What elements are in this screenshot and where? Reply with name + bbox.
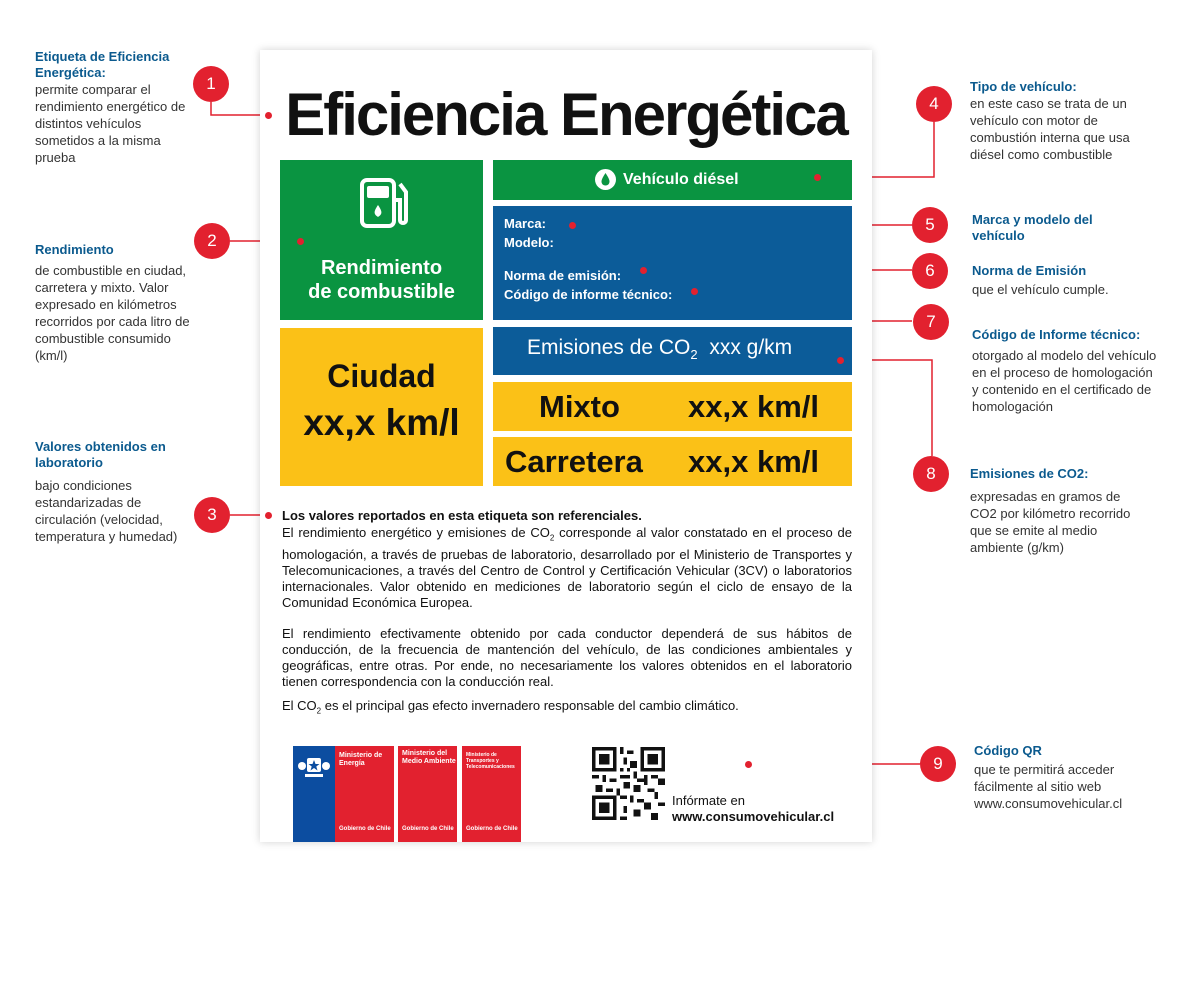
annotation-6-title: Norma de Emisión	[972, 263, 1087, 278]
badge-9: 9	[920, 746, 956, 782]
paragraph-3-start: El CO	[282, 698, 317, 713]
paragraph-2: El rendimiento efectivamente obtenido por cada conductor dependerá de sus hábitos de conducción, de la frecuencia de mantención del vehículo, de las condiciones ambientales y geográficas, entre otras. Por ende, no necesariamente los valores obtenidos en el laboratorio tienen correspondencia con la conducción real.	[282, 626, 852, 689]
ministry-energy-logo	[293, 746, 394, 842]
highway-value: xx,x km/l	[688, 444, 819, 479]
annotation-7-title: Código de Informe técnico:	[972, 327, 1141, 342]
energy-label	[260, 50, 872, 842]
connector-dot-1	[265, 112, 272, 119]
annotation-2-text: de combustible en ciudad, carretera y mixto. Valor expresado en kilómetros recorridos por cada litro de combustible consumido (km/l)	[35, 263, 190, 363]
water-drop-icon	[595, 169, 616, 190]
badge-8: 8	[913, 456, 949, 492]
connector-dot-7	[691, 288, 698, 295]
badge-7: 7	[913, 304, 949, 340]
emission-standard-label: Norma de emisión:	[504, 268, 622, 283]
badge-5: 5	[912, 207, 948, 243]
city-label: Ciudad	[327, 358, 436, 394]
mixed-consumption-box	[493, 382, 852, 431]
technical-report-label: Código de informe técnico:	[504, 287, 673, 302]
badge-4: 4	[916, 86, 952, 122]
annotation-5-title: Marca y modelo del vehículo	[972, 212, 1093, 243]
highway-label: Carretera	[505, 444, 643, 479]
co2-emissions-text	[527, 336, 792, 362]
badge-3: 3	[194, 497, 230, 533]
paragraph-1-start: El rendimiento energético y emisiones de CO	[282, 525, 550, 540]
co2-value: xxx g/km	[709, 336, 793, 359]
model-label: Modelo:	[504, 235, 554, 250]
co2-emissions-bar	[493, 327, 852, 375]
connector-dot-4	[814, 174, 821, 181]
annotation-7	[972, 327, 1162, 415]
connector-dot-3	[265, 512, 272, 519]
annotation-6-text: que el vehículo cumple.	[972, 282, 1109, 297]
annotation-4-title: Tipo de vehículo:	[970, 79, 1077, 94]
paragraph-3-sub: 2	[316, 706, 322, 716]
annotation-4-text: en este caso se trata de un vehículo con motor de combustión interna que usa diésel como combustible	[970, 96, 1130, 162]
ministry-transport-logo	[462, 746, 521, 842]
label-title: Eficiencia Energética	[285, 81, 847, 148]
mixed-value: xx,x km/l	[688, 389, 819, 424]
annotation-4	[970, 79, 1140, 163]
annotation-1-text: permite comparar el rendimiento energético de distintos vehículos sometidos a la misma prueba	[35, 82, 186, 165]
annotation-8	[970, 466, 1150, 556]
vehicle-type-text: Vehículo diésel	[623, 171, 739, 188]
connector-dot-9	[745, 761, 752, 768]
fuel-box-line1: Rendimiento	[320, 257, 443, 279]
annotation-5	[972, 212, 1132, 244]
annotation-7-text: otorgado al modelo del vehículo en el proceso de homologación y contenido en el certificado de homologación	[972, 348, 1157, 414]
annotation-6	[972, 263, 1142, 298]
ministry-environment-logo	[398, 746, 457, 842]
paragraph-1-sub: 2	[549, 533, 555, 543]
annotation-3-title: Valores obtenidos en laboratorio	[35, 439, 166, 470]
paragraph-3-end: es el principal gas efecto invernadero responsable del cambio climático.	[321, 698, 739, 713]
connector-dot-2	[297, 238, 304, 245]
annotation-3-text: bajo condiciones estandarizadas de circulación (velocidad, temperatura y humedad)	[35, 478, 178, 544]
ministry-transport-footer: Gobierno de Chile	[466, 826, 518, 832]
co2-prefix: Emisiones de CO	[527, 336, 691, 359]
ministry-environment-footer: Gobierno de Chile	[402, 826, 454, 832]
badge-1: 1	[193, 66, 229, 102]
connector-dot-8	[837, 357, 844, 364]
co2-subscript: 2	[690, 347, 698, 363]
disclaimer-title: Los valores reportados en esta etiqueta son referenciales.	[282, 508, 642, 523]
paragraph-1	[282, 525, 852, 611]
paragraph-3	[282, 698, 852, 720]
paragraph-1-end: corresponde al valor constatado en el proceso de homologación, a través de pruebas de laboratorio, desarrollado por el Ministerio de Transportes y Telecomunicaciones, a través del Centro de Control y Certificación Vehicular (3CV) o laboratorios internacionales. Valor obtenido en mediciones de laboratorio según el ciclo de ensayo de la Comunidad Económica Europea.	[282, 525, 852, 610]
qr-code[interactable]	[592, 747, 665, 820]
annotation-8-text: expresadas en gramos de CO2 por kilómetro recorrido que se emite al medio ambiente (g/km)	[970, 489, 1131, 555]
ministry-environment-name: Ministerio del Medio Ambiente	[402, 750, 456, 765]
city-value: xx,x km/l	[303, 402, 460, 443]
qr-website-link[interactable]: www.consumovehicular.cl	[672, 809, 835, 824]
annotation-3	[35, 439, 195, 545]
annotation-8-title: Emisiones de CO2:	[970, 466, 1089, 481]
ministry-transport-name: Ministerio de Transportes y Telecomunicaciones	[466, 752, 515, 770]
annotation-2-title: Rendimiento	[35, 242, 114, 257]
annotation-9	[974, 743, 1154, 812]
fuel-efficiency-box	[280, 160, 483, 320]
annotation-9-title: Código QR	[974, 743, 1042, 758]
annotation-9-text: que te permitirá acceder fácilmente al sitio web www.consumovehicular.cl	[974, 762, 1123, 811]
mixed-label: Mixto	[539, 389, 620, 424]
fuel-pump-icon	[358, 172, 420, 234]
annotation-2	[35, 242, 200, 364]
annotation-1-title: Etiqueta de Eficiencia Energética:	[35, 49, 170, 80]
badge-2: 2	[194, 223, 230, 259]
connector-dot-6	[640, 267, 647, 274]
connector-dot-5	[569, 222, 576, 229]
vehicle-info-box	[493, 206, 852, 320]
ministry-energy-name: Ministerio de Energía	[339, 752, 383, 767]
city-consumption-box	[280, 328, 483, 486]
fuel-box-line2: de combustible	[308, 281, 455, 303]
vehicle-type-bar	[493, 160, 852, 200]
qr-caption-line1: Infórmate en	[672, 793, 745, 808]
badge-6: 6	[912, 253, 948, 289]
chile-coat-of-arms-icon	[297, 752, 331, 778]
ministry-energy-footer: Gobierno de Chile	[339, 826, 391, 832]
annotation-1	[35, 49, 195, 166]
brand-label: Marca:	[504, 216, 546, 231]
highway-consumption-box	[493, 437, 852, 486]
